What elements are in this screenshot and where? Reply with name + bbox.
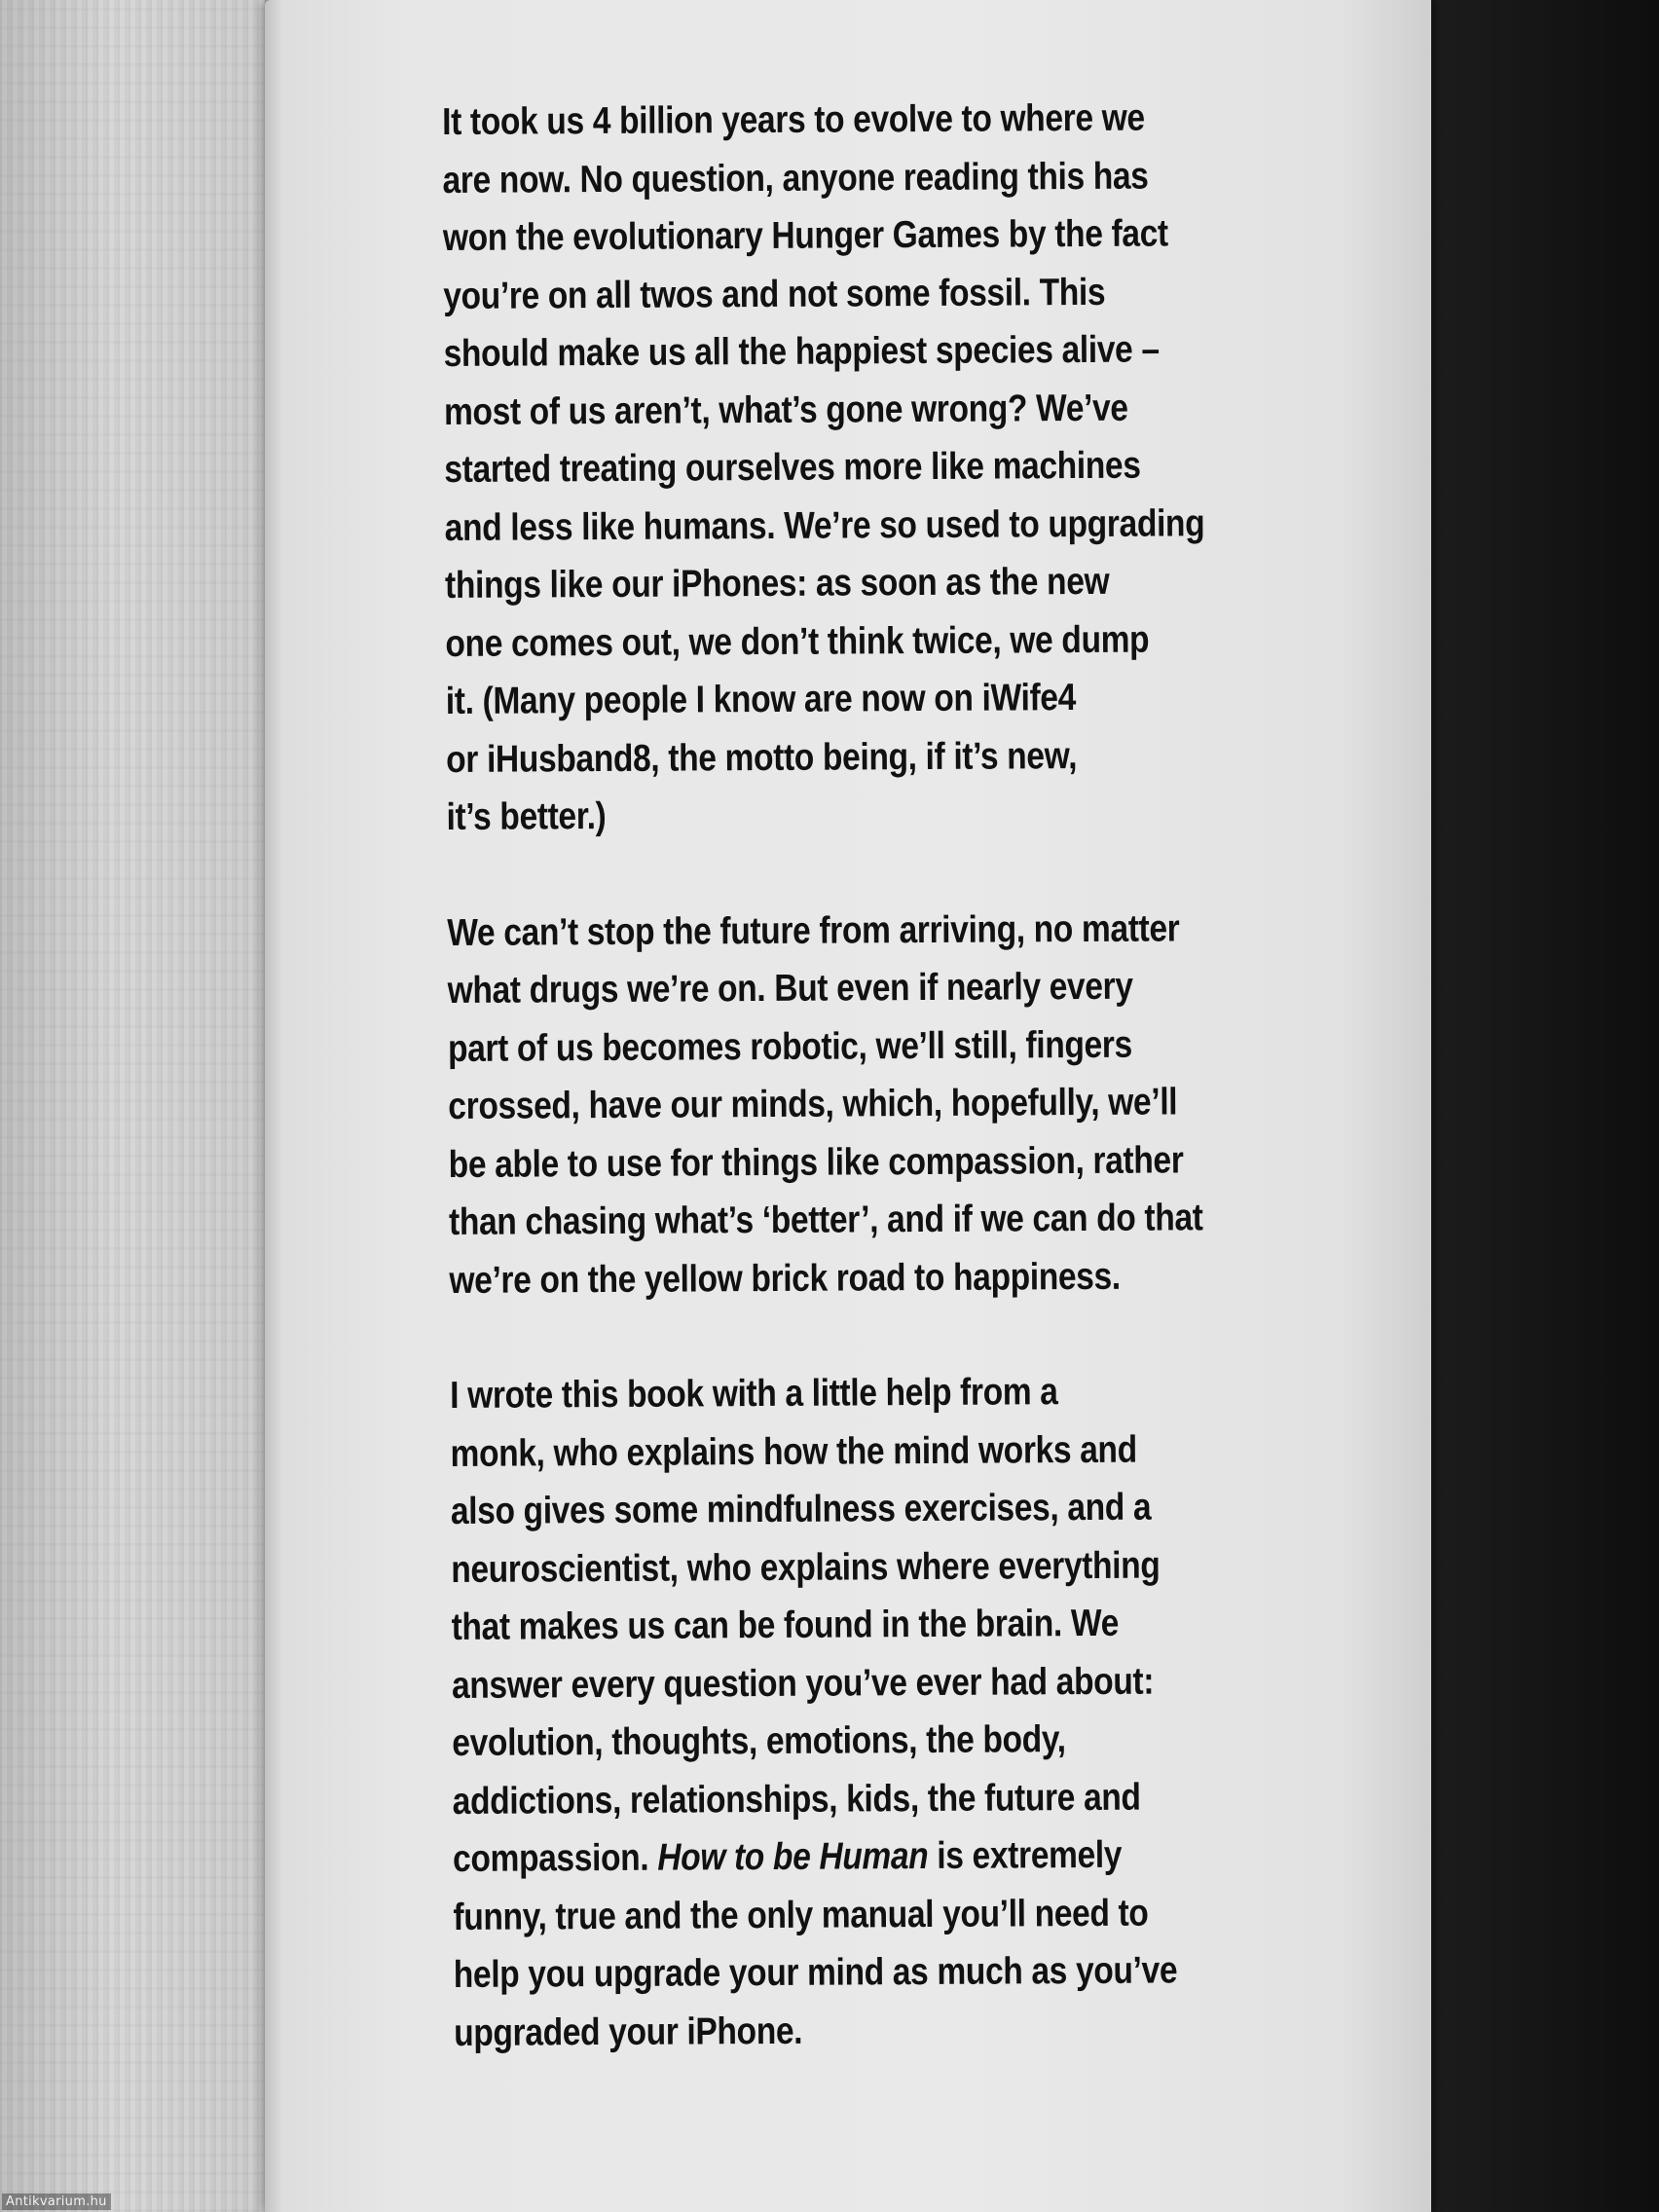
paragraph-3	[450, 1361, 1350, 2062]
watermark: Antikvarium.hu	[2, 2194, 111, 2210]
text-line: upgraded your iPhone.	[454, 2009, 803, 2054]
text-line: we’re on the yellow brick road to happiness.	[449, 1255, 1121, 1302]
text-line: addictions, relationships, kids, the future and	[452, 1776, 1141, 1823]
book-page	[265, 0, 1431, 2212]
text-line: monk, who explains how the mind works and	[450, 1428, 1137, 1475]
text-line: We can’t stop the future from arriving, no matter	[447, 906, 1180, 954]
title-line-suffix: is extremely	[928, 1833, 1123, 1877]
text-line: it’s better.)	[446, 794, 607, 838]
table-surface	[0, 0, 282, 2212]
text-line: what drugs we’re on. But even if nearly every	[447, 965, 1133, 1012]
text-line: or iHusband8, the motto being, if it’s new,	[446, 734, 1078, 781]
text-line: neuroscientist, who explains where everything	[451, 1544, 1161, 1591]
text-line: you’re on all twos and not some fossil. This	[443, 271, 1106, 317]
text-line: are now. No question, anyone reading this has	[442, 155, 1149, 202]
text-line: things like our iPhones: as soon as the new	[444, 560, 1110, 607]
text-line: part of us becomes robotic, we’ll still, fingers	[447, 1023, 1132, 1070]
text-line-with-title	[453, 1825, 1349, 1888]
text-line: it. (Many people I know are now on iWife4	[445, 677, 1077, 722]
text-line: crossed, have our minds, which, hopefully, we’ll	[448, 1081, 1178, 1127]
text-line: help you upgrade your mind as much as you’ve	[453, 1949, 1178, 1996]
paragraph-2	[447, 899, 1346, 1309]
blurb-text	[442, 88, 1350, 2120]
dark-backdrop	[1421, 0, 1659, 2212]
text-line: It took us 4 billion years to evolve to where we	[442, 96, 1145, 143]
text-line: evolution, thoughts, emotions, the body,	[452, 1718, 1066, 1764]
text-line: than chasing what’s ‘better’, and if we can do that	[448, 1197, 1203, 1243]
text-line: be able to use for things like compassion, rather	[448, 1138, 1184, 1186]
text-line: and less like humans. We’re so used to upgrading	[444, 501, 1205, 549]
text-line: I wrote this book with a little help from a	[450, 1371, 1058, 1417]
text-line: also gives some mindfulness exercises, and a	[450, 1486, 1152, 1532]
text-line: won the evolutionary Hunger Games by the fact	[442, 212, 1168, 259]
text-line: that makes us can be found in the brain. We	[451, 1602, 1120, 1648]
text-line: one comes out, we don’t think twice, we dump	[445, 618, 1150, 665]
book-title: How to be Human	[657, 1834, 929, 1879]
text-line: answer every question you’ve ever had about:	[451, 1660, 1155, 1707]
paragraph-1	[442, 88, 1343, 846]
title-line-prefix: compassion.	[452, 1836, 658, 1880]
text-line: should make us all the happiest species alive –	[443, 328, 1160, 375]
text-line: funny, true and the only manual you’ll need to	[453, 1892, 1149, 1938]
text-line: started treating ourselves more like machines	[444, 444, 1141, 491]
page-edge-shadow	[265, 0, 282, 2212]
text-line: most of us aren’t, what’s gone wrong? We’ve	[443, 387, 1128, 433]
